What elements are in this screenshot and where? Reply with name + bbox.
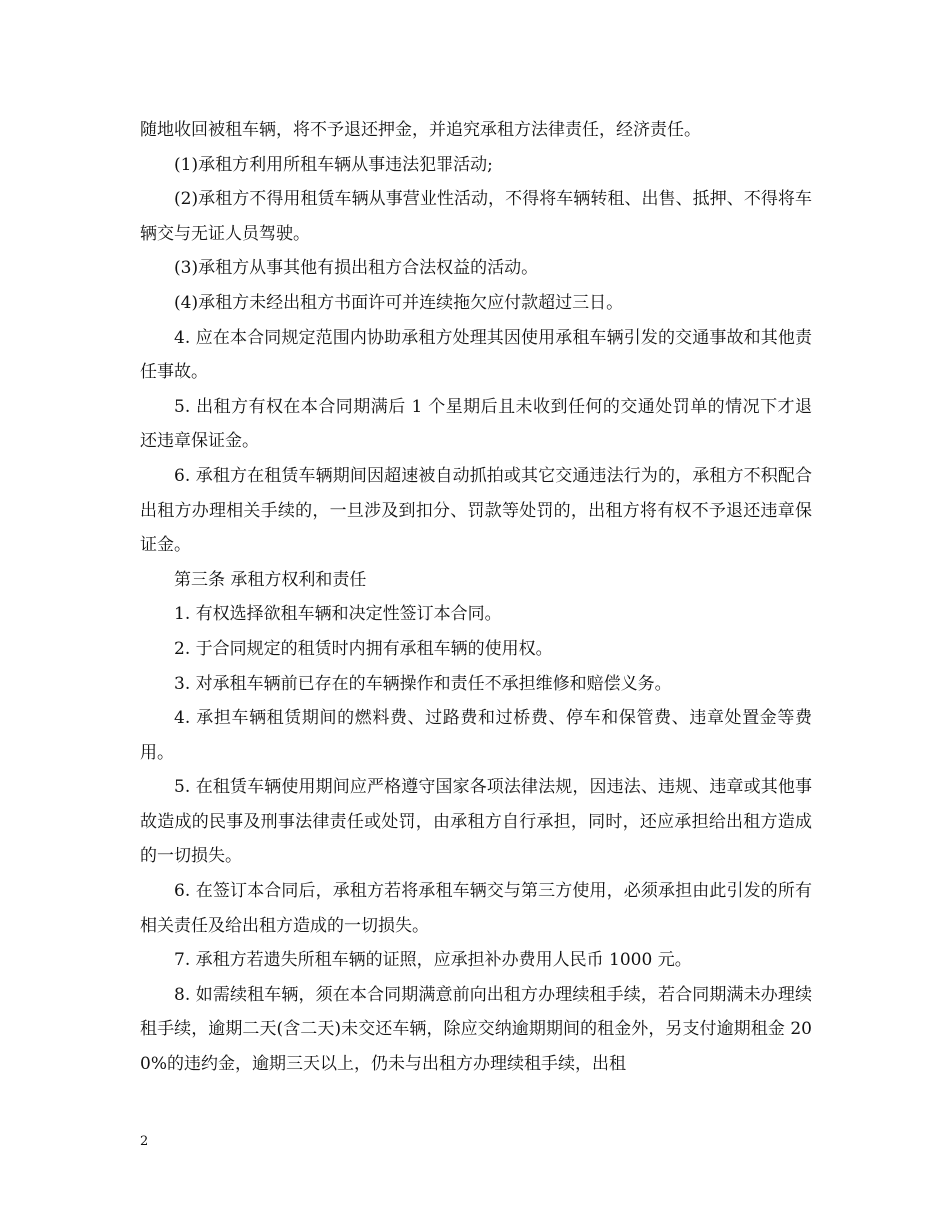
paragraph: 5. 出租方有权在本合同期满后 1 个星期后且未收到任何的交通处罚单的情况下才退还违章保证金。	[140, 396, 812, 452]
paragraph: 4. 应在本合同规定范围内协助承租方处理其因使用承租车辆引发的交通事故和其他责任事故。	[140, 327, 812, 383]
paragraph: 2. 于合同规定的租赁时内拥有承租车辆的使用权。	[174, 638, 553, 659]
paragraph: 6. 承租方在租赁车辆期间因超速被自动抓拍或其它交通违法行为的，承租方不积配合出租方办理相关手续的，一旦涉及到扣分、罚款等处罚的，出租方将有权不予退还违章保证金。	[140, 465, 812, 556]
paragraph: 随地收回被租车辆，将不予退还押金，并追究承租方法律责任，经济责任。	[140, 120, 701, 140]
paragraph: (3)承租方从事其他有损出租方合法权益的活动。	[174, 258, 539, 279]
paragraph: 8. 如需续租车辆，须在本合同期满意前向出租方办理续租手续，若合同期满未办理续租手续，逾期二天(含二天)未交还车辆，除应交纳逾期期间的租金外，另支付逾期租金 200%的违约金，逾期三天以上，仍未与出租方办理续租手续，出租	[140, 984, 812, 1075]
paragraph: 3. 对承租车辆前已存在的车辆操作和责任不承担维修和赔偿义务。	[174, 673, 672, 694]
paragraph: (1)承租方利用所租车辆从事违法犯罪活动;	[174, 154, 493, 175]
section-heading: 第三条 承租方权利和责任	[174, 569, 367, 590]
paragraph: 1. 有权选择欲租车辆和决定性签订本合同。	[174, 604, 502, 625]
document-body	[140, 113, 812, 1082]
paragraph: 6. 在签订本合同后，承租方若将承租车辆交与第三方使用，必须承担由此引发的所有相关责任及给出租方造成的一切损失。	[140, 881, 812, 936]
paragraph: 5. 在租赁车辆使用期间应严格遵守国家各项法律法规，因违法、违规、违章或其他事故造成的民事及刑事法律责任或处罚，由承租方自行承担，同时，还应承担给出租方造成的一切损失。	[140, 777, 812, 867]
page-number: 2	[140, 1134, 149, 1149]
paragraph: 4. 承担车辆租赁期间的燃料费、过路费和过桥费、停车和保管费、违章处置金等费用。	[140, 708, 812, 763]
paragraph: (4)承租方未经出租方书面许可并连续拖欠应付款超过三日。	[174, 292, 624, 313]
paragraph: 7. 承租方若遗失所租车辆的证照，应承担补办费用人民币 1000 元。	[174, 950, 692, 971]
paragraph: (2)承租方不得用租赁车辆从事营业性活动，不得将车辆转租、出售、抵押、不得将车辆交与无证人员驾驶。	[140, 189, 812, 244]
